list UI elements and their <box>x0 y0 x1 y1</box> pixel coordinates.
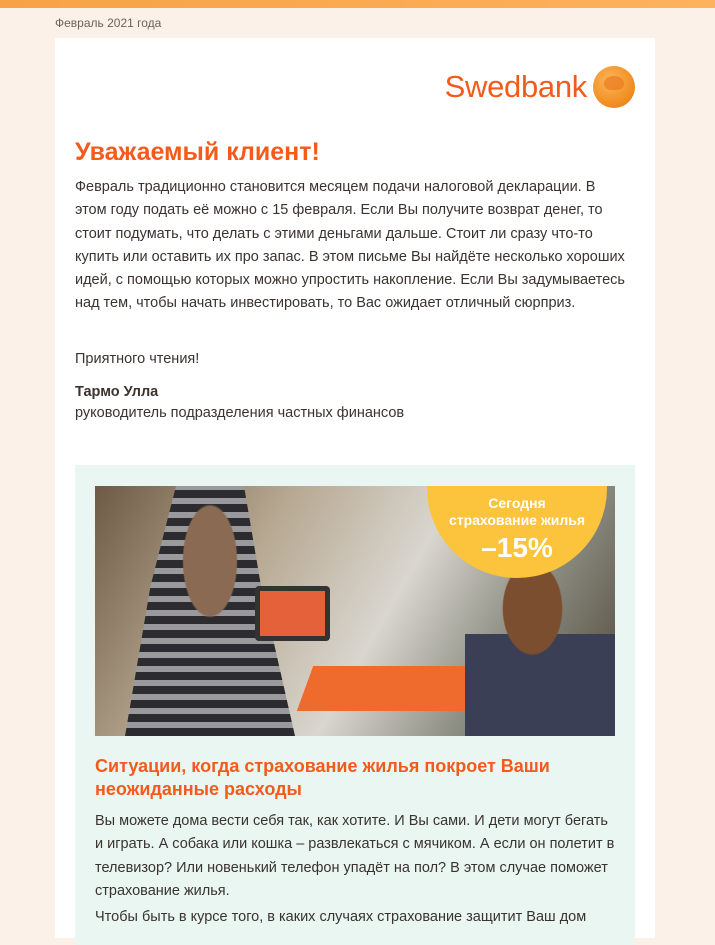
logo-text: Swedbank <box>444 69 587 104</box>
insurance-promo <box>75 465 635 945</box>
discount-badge <box>427 486 607 578</box>
badge-discount: –15% <box>481 532 553 563</box>
signer-name: Тармо Улла <box>75 384 159 400</box>
badge-line2: страхование жилья <box>448 512 586 528</box>
signer-title: руководитель подразделения частных финансов <box>75 405 405 421</box>
promo-body-2: Чтобы быть в курсе того, в каких случаях страхование защитит Ваш дом <box>95 909 587 925</box>
top-stripe <box>0 0 715 8</box>
oak-tree-icon <box>593 66 635 108</box>
promo-heading[interactable]: Ситуации, когда страхование жилья покроет Ваши неожиданные расходы <box>95 756 550 799</box>
closing-text: Приятного чтения! <box>75 351 200 367</box>
issue-date: Февраль 2021 года <box>55 16 162 30</box>
promo-body: Вы можете дома вести себя так, как хотите. И Вы сами. И дети могут бегать и играть. А собака или кошка – развлекаться с мячиком. А если он полетит в телевизор? Или новенький телефон упадёт на пол? В этом случае поможет страхование жилья. <box>95 813 615 899</box>
greeting-heading: Уважаемый клиент! <box>75 138 320 166</box>
swedbank-logo[interactable] <box>445 66 635 108</box>
email-card <box>55 38 655 938</box>
child-figure <box>465 566 615 736</box>
intro-text: Февраль традиционно становится месяцем подачи налоговой декларации. В этом году подать её можно с 15 февраля. Если Вы получите возврат денег, то стоит подумать, что делать с этими деньгами дальше. Стоит ли сразу что-то купить или оставить их про запас. В этом письме Вы найдёте несколько хороших идей, с помощью которых можно упростить накопление. Если Вы задумываетесь над тем, чтобы начать инвестировать, то Вас ожидает отличный сюрприз. <box>75 179 625 312</box>
promo-image[interactable] <box>95 486 615 736</box>
badge-line1: Сегодня <box>488 495 546 511</box>
tablet <box>255 586 330 641</box>
play-mat <box>297 666 483 711</box>
